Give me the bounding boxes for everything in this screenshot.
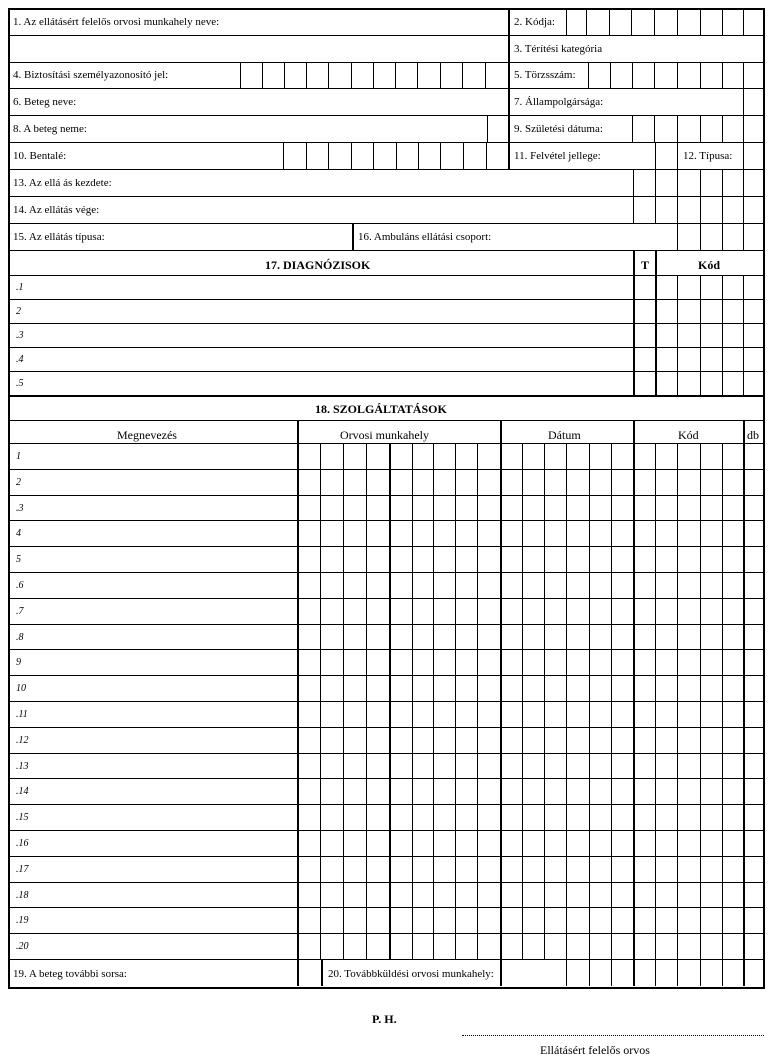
- code-box-divider: [631, 8, 632, 35]
- header-row-rule: [9, 169, 764, 170]
- date-box-divider: [700, 115, 701, 142]
- id-box-divider: [440, 62, 441, 88]
- box-divider: [440, 142, 441, 169]
- date-box-divider: [633, 196, 634, 223]
- code-box-divider: [722, 8, 723, 35]
- service-row-number: 1: [16, 451, 21, 462]
- diagnoses-t-header: T: [641, 258, 650, 272]
- date-box-divider: [677, 115, 678, 142]
- id-box-divider: [373, 62, 374, 88]
- box-divider: [677, 223, 678, 250]
- services-workplace-header: Orvosi munkahely: [340, 428, 429, 442]
- box-divider: [743, 88, 744, 115]
- field-8-label: 8. A beteg neme:: [13, 123, 87, 135]
- box-divider: [486, 142, 487, 169]
- field-7-label: 7. Állampolgársága:: [514, 96, 604, 108]
- date-box-divider: [700, 169, 701, 196]
- id-box-divider: [462, 62, 463, 88]
- service-row-rule: [9, 701, 764, 702]
- workplace-box-divider: [589, 960, 590, 986]
- field-11-label: 11. Felvétel jellege:: [514, 150, 601, 162]
- diagnoses-header-rule: [9, 275, 764, 276]
- service-row-number: .11: [16, 709, 28, 720]
- service-row-number: 10: [16, 683, 26, 695]
- workplace-box-divider: [633, 960, 634, 986]
- field-3-label: 3. Térítési kategória: [514, 43, 603, 55]
- id-box-divider: [262, 62, 263, 88]
- service-row-number: 9: [16, 657, 21, 669]
- box-divider: [722, 223, 723, 250]
- code-box-divider: [677, 275, 678, 395]
- diagnosis-row-number: .3: [16, 330, 24, 341]
- id-box-divider: [306, 62, 307, 88]
- service-row-rule: [9, 675, 764, 676]
- form-frame: [8, 8, 765, 989]
- services-db-column: [743, 420, 745, 986]
- service-row-rule: [9, 933, 764, 934]
- date-box-divider: [632, 115, 633, 142]
- code-box-divider: [586, 8, 587, 35]
- service-row-number: .18: [16, 889, 29, 901]
- field-14-label: 14. Az ellátás vége:: [13, 204, 100, 216]
- date-box-divider: [633, 169, 634, 196]
- service-row-number: .15: [16, 812, 29, 824]
- workplace-box-divider: [655, 960, 656, 986]
- service-row-rule: [9, 727, 764, 728]
- field-19-label: 19. A beteg további sorsa:: [13, 968, 127, 980]
- box-divider: [487, 115, 488, 142]
- box-divider: [396, 142, 397, 169]
- field-12-label: 12. Típusa:: [683, 150, 733, 162]
- workplace-box-divider: [743, 960, 744, 986]
- number-box-divider: [588, 62, 589, 88]
- service-row-rule: [9, 856, 764, 857]
- service-row-number: .13: [16, 760, 29, 772]
- services-section-rule: [9, 395, 764, 397]
- diagnosis-row-number: .1: [16, 282, 24, 293]
- code-box-divider: [609, 8, 610, 35]
- header-row-rule: [9, 62, 764, 63]
- box-divider: [283, 142, 284, 169]
- field-20-label: 20. Továbbküldési orvosi munkahely:: [328, 968, 494, 980]
- header-column-split: [508, 142, 510, 169]
- service-row-rule: [9, 830, 764, 831]
- diagnoses-title: 17. DIAGNÓZISOK: [265, 258, 371, 272]
- service-row-rule: [9, 882, 764, 883]
- workplace-box-divider: [722, 960, 723, 986]
- id-box-divider: [395, 62, 396, 88]
- service-row-number: .12: [16, 734, 29, 746]
- date-box-divider: [655, 169, 656, 196]
- header-row-rule: [9, 142, 764, 143]
- id-box-divider: [284, 62, 285, 88]
- services-title-rule: [9, 420, 764, 421]
- service-row-rule: [9, 495, 764, 496]
- service-row-rule: [9, 753, 764, 754]
- service-row-rule: [9, 598, 764, 599]
- id-box-divider: [485, 62, 486, 88]
- signature-line: [462, 1035, 764, 1036]
- service-row-rule: [9, 907, 764, 908]
- box-divider: [306, 142, 307, 169]
- date-box-divider: [743, 169, 744, 196]
- id-box-divider: [417, 62, 418, 88]
- diagnosis-row-number: 2: [16, 306, 21, 317]
- box-divider: [373, 142, 374, 169]
- code-box-divider: [677, 8, 678, 35]
- service-row-number: .7: [16, 605, 24, 617]
- code-box-divider: [566, 8, 567, 35]
- signature-caption: Ellátásért felelős orvos: [540, 1043, 650, 1057]
- service-row-number: .6: [16, 580, 24, 591]
- number-box-divider: [743, 62, 744, 88]
- service-row-rule: [9, 546, 764, 547]
- date-box-divider: [722, 196, 723, 223]
- diagnosis-row-rule: [9, 299, 764, 300]
- diagnosis-row-number: .5: [16, 378, 24, 389]
- workplace-box-divider: [700, 960, 701, 986]
- service-row-number: .17: [16, 863, 29, 875]
- services-db-header: db: [747, 428, 759, 442]
- service-row-rule: [9, 804, 764, 805]
- date-box-divider: [722, 169, 723, 196]
- code-box-divider: [743, 8, 744, 35]
- code-box-divider: [700, 8, 701, 35]
- id-box-divider: [240, 62, 241, 88]
- service-row-number: 4: [16, 528, 21, 540]
- workplace-box-divider: [611, 960, 612, 986]
- field-15-label: 15. Az ellátás típusa:: [13, 231, 105, 243]
- workplace-box-divider: [566, 960, 567, 986]
- service-row-rule: [9, 469, 764, 470]
- header-row-rule: [9, 250, 764, 251]
- column-split: [352, 223, 354, 250]
- date-box-divider: [677, 196, 678, 223]
- code-box-divider: [722, 275, 723, 395]
- box-divider: [700, 223, 701, 250]
- id-box-divider: [328, 62, 329, 88]
- field-6-label: 6. Beteg neve:: [13, 96, 77, 108]
- box-divider: [677, 142, 678, 169]
- date-box-divider: [655, 196, 656, 223]
- service-row-number: .3: [16, 502, 24, 514]
- field-10-label: 10. Bentalé:: [13, 150, 67, 162]
- service-row-rule: [9, 959, 764, 960]
- service-row-number: .16: [16, 838, 29, 849]
- date-box-divider: [743, 115, 744, 142]
- header-row-rule: [9, 88, 764, 89]
- date-box-divider: [722, 115, 723, 142]
- diagnosis-row-number: .4: [16, 354, 24, 365]
- services-header-rule: [9, 443, 764, 444]
- number-box-divider: [610, 62, 611, 88]
- box-divider: [328, 142, 329, 169]
- service-row-rule: [9, 624, 764, 625]
- header-row-rule: [9, 223, 764, 224]
- service-row-rule: [9, 572, 764, 573]
- field-16-label: 16. Ambuláns ellátási csoport:: [358, 231, 492, 243]
- service-row-rule: [9, 520, 764, 521]
- box-divider: [743, 142, 744, 169]
- field-5-label: 5. Törzsszám:: [514, 69, 576, 81]
- box-divider: [743, 223, 744, 250]
- diagnosis-row-rule: [9, 323, 764, 324]
- services-title: 18. SZOLGÁLTATÁSOK: [315, 402, 447, 416]
- service-row-number: 5: [16, 554, 21, 566]
- column-split: [321, 960, 323, 986]
- service-row-number: 2: [16, 476, 21, 488]
- stamp-placeholder: P. H.: [372, 1012, 397, 1026]
- code-box-divider: [743, 275, 744, 395]
- service-row-number: .14: [16, 786, 29, 798]
- id-box-divider: [351, 62, 352, 88]
- service-row-rule: [9, 778, 764, 779]
- date-box-divider: [677, 169, 678, 196]
- number-box-divider: [677, 62, 678, 88]
- box-divider: [463, 142, 464, 169]
- box-divider: [655, 142, 656, 169]
- services-name-header: Megnevezés: [117, 428, 177, 442]
- field-9-label: 9. Születési dátuma:: [514, 123, 603, 135]
- service-row-number: .8: [16, 631, 24, 643]
- number-box-divider: [722, 62, 723, 88]
- service-row-number: .19: [16, 915, 29, 927]
- number-box-divider: [632, 62, 633, 88]
- header-row-rule: [9, 115, 764, 116]
- service-row-rule: [9, 649, 764, 650]
- code-box-divider: [700, 275, 701, 395]
- box-divider: [418, 142, 419, 169]
- field-2-label: 2. Kódja:: [514, 16, 555, 28]
- header-row-rule: [9, 196, 764, 197]
- date-box-divider: [700, 196, 701, 223]
- services-code-column: [633, 420, 635, 986]
- date-box-divider: [654, 115, 655, 142]
- field-1-label: 1. Az ellátásért felelős orvosi munkahely neve:: [13, 16, 220, 28]
- date-box-divider: [743, 196, 744, 223]
- services-date-column: [500, 420, 502, 986]
- number-box-divider: [654, 62, 655, 88]
- field-13-label: 13. Az ellá ás kezdete:: [13, 177, 112, 189]
- diagnoses-code-header: Kód: [698, 258, 721, 272]
- service-row-number: .20: [16, 941, 29, 953]
- services-code-header: Kód: [678, 428, 699, 442]
- diagnosis-row-rule: [9, 371, 764, 372]
- code-box-divider: [654, 8, 655, 35]
- header-row-rule: [509, 35, 764, 36]
- diagnosis-row-rule: [9, 347, 764, 348]
- header-column-split: [508, 8, 510, 142]
- services-date-header: Dátum: [548, 428, 581, 442]
- workplace-box-divider: [677, 960, 678, 986]
- number-box-divider: [700, 62, 701, 88]
- services-workplace-column: [297, 420, 299, 986]
- field-4-label: 4. Biztosítási személyazonosító jel:: [13, 69, 169, 81]
- box-divider: [351, 142, 352, 169]
